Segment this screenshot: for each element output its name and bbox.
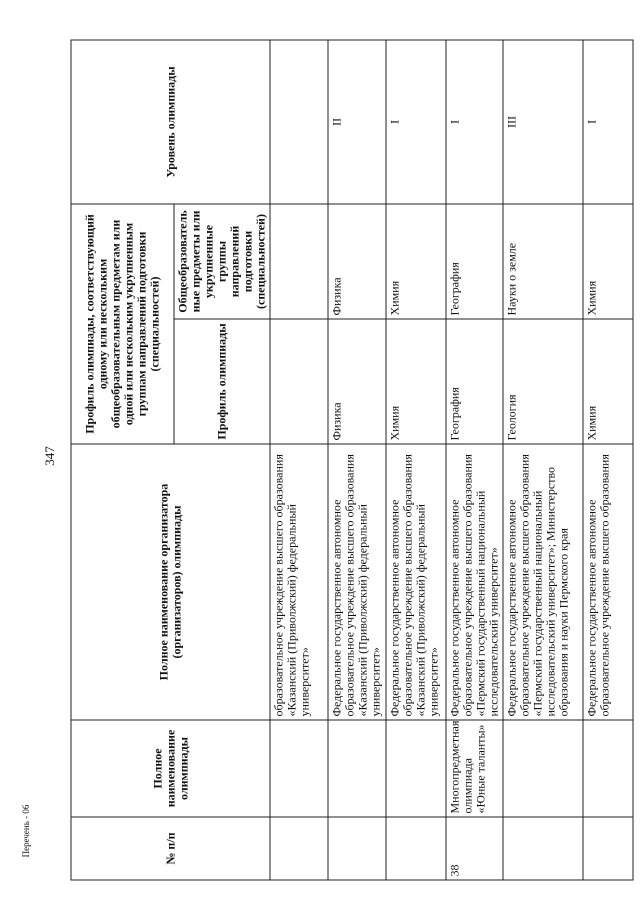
cell-level: I <box>583 40 633 204</box>
table-row <box>446 40 503 880</box>
cell-subject <box>270 204 328 319</box>
cell-subject: Химия <box>583 204 633 319</box>
cell-level: II <box>328 40 386 204</box>
cell-organizer: Федеральное государственное автономное образовательное учреждение высшего образования <box>583 444 633 720</box>
cell-level: III <box>503 40 583 204</box>
cell-organizer: Федеральное государственное автономное образовательное учреждение высшего образования «Пермский государственный национальный исследовательский университет»; Министерство образования и науки Пермского края <box>503 444 583 720</box>
header-level: Уровень олимпиады <box>71 40 270 204</box>
header-profile: Профиль олимпиады <box>174 319 270 444</box>
cell-subject: География <box>446 204 503 319</box>
header-subjects: Общеобразователь ные предметы или укрупненные группы направлений подготовки (специальностей) <box>174 204 270 319</box>
cell-subject: Химия <box>386 204 446 319</box>
rotated-table-wrapper <box>71 41 616 881</box>
cell-profile <box>270 319 328 444</box>
cell-profile: Физика <box>328 319 386 444</box>
cell-level <box>270 40 328 204</box>
cell-organizer: Федеральное государственное автономное образовательное учреждение высшего образования «Казанский (Приволжский) федеральный университет» <box>386 444 446 720</box>
cell-subject: Физика <box>328 204 386 319</box>
cell-num: 38 <box>446 817 503 880</box>
table-row <box>386 40 446 880</box>
cell-num <box>386 817 446 880</box>
footer-label: Перечень - 06 <box>21 804 31 858</box>
header-organizer: Полное наименование организатора (организаторов) олимпиады <box>71 444 270 720</box>
cell-num <box>503 817 583 880</box>
header-profile-group: Профиль олимпиады, соответствующий одному или нескольким общеобразовательным предметам или одной или нескольким укрупненным группам направлений подготовки (специальностей) <box>71 204 174 444</box>
cell-num <box>328 817 386 880</box>
cell-profile: Геология <box>503 319 583 444</box>
cell-num <box>583 817 633 880</box>
cell-subject: Науки о земле <box>503 204 583 319</box>
cell-organizer: образовательное учреждение высшего образования «Казанский (Приволжский) федеральный университет» <box>270 444 328 720</box>
cell-name <box>503 720 583 817</box>
header-row <box>71 40 174 880</box>
table-row <box>270 40 328 880</box>
cell-profile: Химия <box>386 319 446 444</box>
cell-name: Многопредметная олимпиада «Юные таланты» <box>446 720 503 817</box>
cell-name <box>270 720 328 817</box>
table-row <box>583 40 633 880</box>
page-number: 347 <box>42 446 57 466</box>
header-name: Полное наименование олимпиады <box>71 720 270 817</box>
cell-name <box>328 720 386 817</box>
olympiad-table <box>71 40 634 881</box>
cell-name <box>583 720 633 817</box>
cell-level: I <box>386 40 446 204</box>
cell-level: I <box>446 40 503 204</box>
cell-profile: География <box>446 319 503 444</box>
table-row <box>503 40 583 880</box>
header-num: № п/п <box>71 817 270 880</box>
cell-organizer: Федеральное государственное автономное образовательное учреждение высшего образования «Пермский государственный национальный исследовательский университет» <box>446 444 503 720</box>
cell-num <box>270 817 328 880</box>
cell-organizer: Федеральное государственное автономное образовательное учреждение высшего образования «Казанский (Приволжский) федеральный университет» <box>328 444 386 720</box>
cell-name <box>386 720 446 817</box>
table-row <box>328 40 386 880</box>
cell-profile: Химия <box>583 319 633 444</box>
